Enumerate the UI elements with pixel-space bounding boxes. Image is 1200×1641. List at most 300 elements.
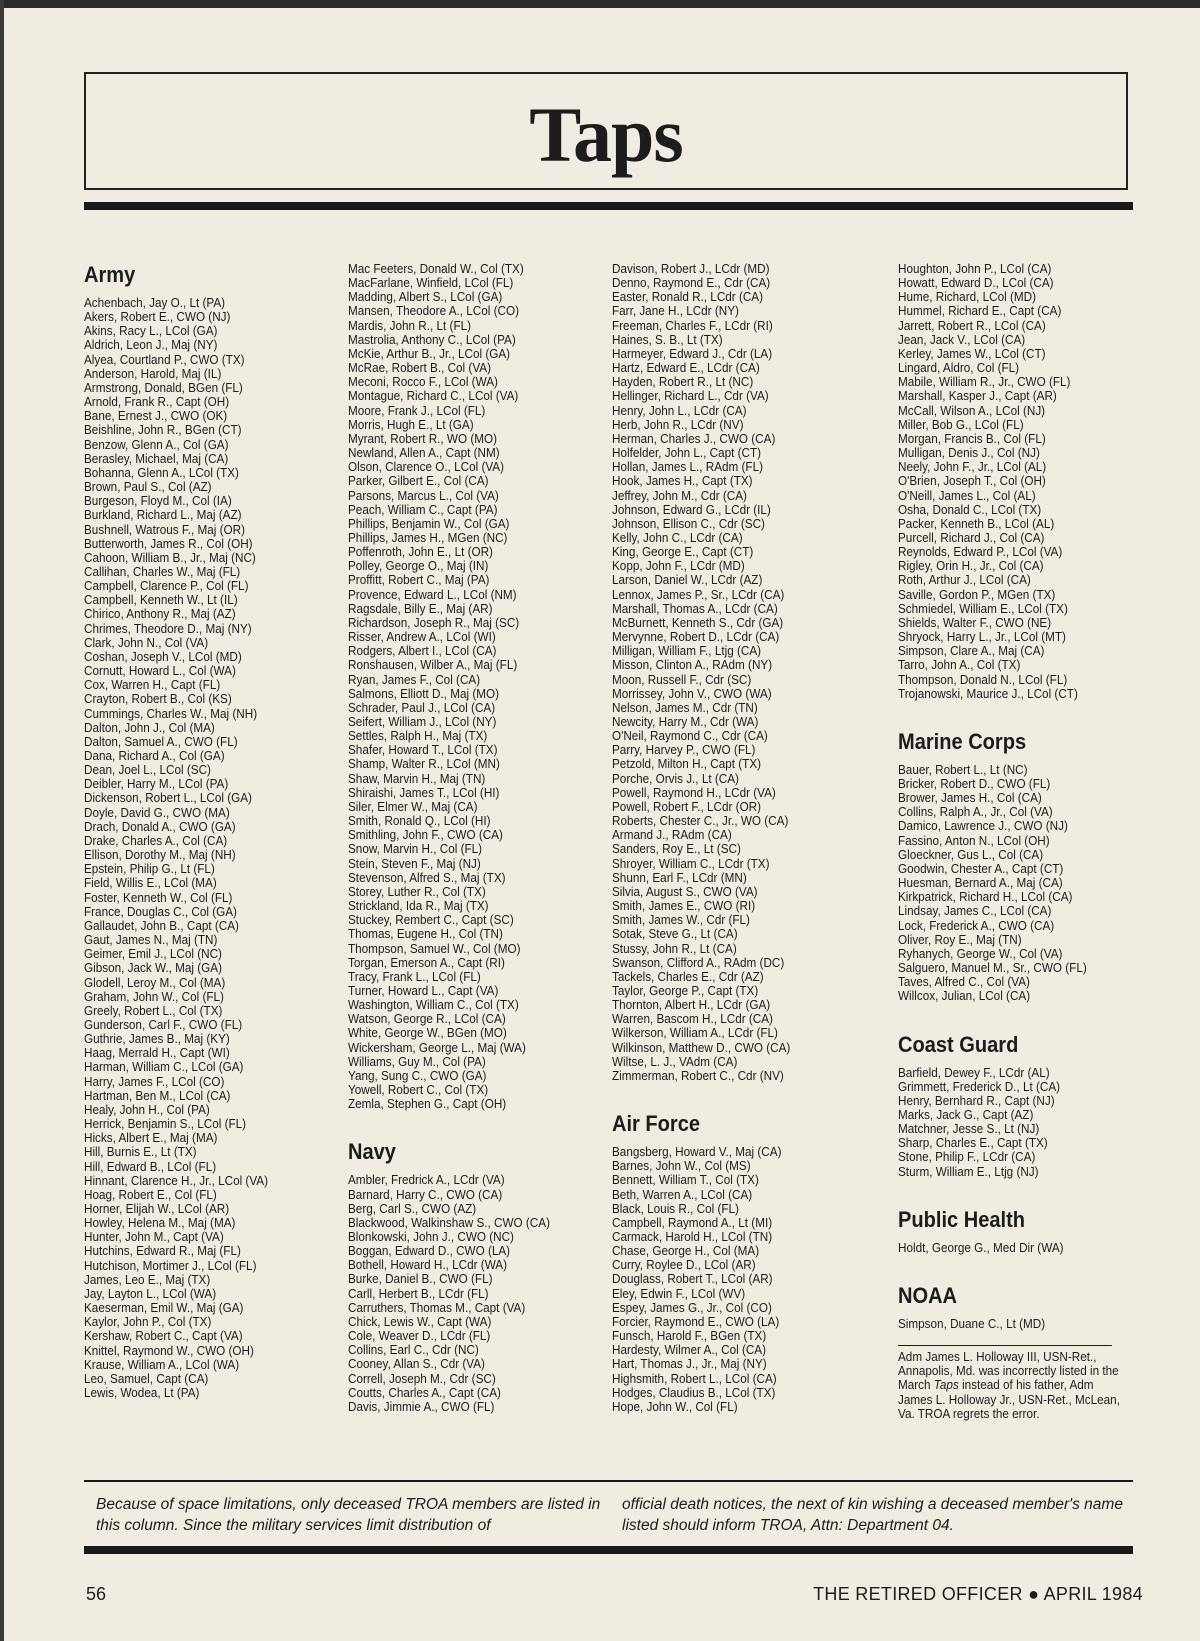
obituary-entry: Swanson, Clifford A., RAdm (DC) [612,955,785,970]
obituary-entry: Phillips, Benjamin W., Col (GA) [348,516,510,531]
obituary-entry: Marshall, Thomas A., LCdr (CA) [612,601,778,616]
obituary-entry: Shunn, Earl F., LCdr (MN) [612,870,747,885]
obituary-entry: Simpson, Duane C., Lt (MD) [898,1316,1046,1331]
obituary-entry: Sanders, Roy E., Lt (SC) [612,842,741,857]
obituary-entry: Krause, William A., LCol (WA) [84,1357,240,1372]
obituary-entry: Rigley, Orin H., Jr., Col (CA) [898,559,1044,574]
obituary-entry: Mulligan, Denis J., Col (NJ) [898,446,1040,461]
obituary-entry: Crayton, Robert B., Col (KS) [84,692,232,707]
obituary-entry: Johnson, Edward G., LCdr (IL) [612,502,771,517]
obituary-entry: Shaw, Marvin H., Maj (TN) [348,771,486,786]
obituary-entry: Siler, Elmer W., Maj (CA) [348,799,478,814]
obituary-entry: Chrimes, Theodore D., Maj (NY) [84,621,252,636]
correction-note-emphasis: Taps [933,1378,959,1393]
obituary-entry: Blonkowski, John J., CWO (NC) [348,1230,514,1244]
footer-note-left: Because of space limitations, only deceased TROA members are listed in this column. Since the military services limit distribution of [96,1496,601,1534]
obituary-entry: O'Brien, Joseph T., Col (OH) [898,474,1046,489]
running-footer: THE RETIRED OFFICER ● APRIL 1984 [813,1584,1143,1604]
obituary-entry: Blackwood, Walkinshaw S., CWO (CA) [348,1215,550,1230]
obituary-entry: Campbell, Clarence P., Col (FL) [84,579,249,594]
obituary-entry: Jean, Jack V., LCol (CA) [898,332,1026,347]
obituary-entry: Storey, Luther R., Col (TX) [348,884,486,899]
obituary-entry: Bangsberg, Howard V., Maj (CA) [612,1145,782,1160]
correction-note: Adm James L. Holloway III, USN-Ret., Annapolis, Md. was incorrectly listed in the March Taps instead of his father, Adm James L. Holloway Jr., USN-Ret., McLean, Va. TROA regrets the error. [898,1350,1120,1421]
obituary-entry: Jay, Layton L., LCol (WA) [84,1286,217,1301]
obituary-entry: Smithling, John F., CWO (CA) [348,828,503,843]
obituary-entry: Tackels, Charles E., Cdr (AZ) [612,969,764,984]
obituary-entry: Graham, John W., Col (FL) [84,989,224,1004]
obituary-entry: Cole, Weaver D., LCdr (FL) [348,1329,491,1344]
obituary-entry: Madding, Albert S., LCol (GA) [348,290,503,305]
obituary-entry: Meconi, Rocco F., LCol (WA) [348,375,498,390]
obituary-entry: Lock, Frederick A., CWO (CA) [898,918,1055,933]
obituary-entry: Saville, Gordon P., MGen (TX) [898,587,1056,602]
obituary-entry: Jarrett, Robert R., LCol (CA) [898,318,1046,333]
obituary-entry: Shryock, Harry L., Jr., LCol (MT) [898,630,1066,645]
obituary-entry: Carll, Herbert B., LCdr (FL) [348,1286,489,1301]
obituary-entry: Tracy, Frank L., LCol (FL) [348,969,481,984]
obituary-entry: Hartz, Edward E., LCdr (CA) [612,361,760,376]
obituary-entry: Espey, James G., Jr., Col (CO) [612,1300,772,1315]
obituary-entry: McKie, Arthur B., Jr., LCol (GA) [348,346,511,361]
obituary-entry: Harman, William C., LCol (GA) [84,1060,244,1075]
obituary-entry: Howatt, Edward D., LCol (CA) [898,276,1054,291]
obituary-entry: Damico, Lawrence J., CWO (NJ) [898,819,1068,834]
obituary-entry: Coshan, Joseph V., LCol (MD) [84,649,242,664]
obituary-entry: Holfelder, John L., Capt (CT) [612,446,762,461]
obituary-entry: Doyle, David G., CWO (MA) [84,805,230,820]
obituary-entry: Epstein, Philip G., Lt (FL) [84,862,215,877]
obituary-entry: Hume, Richard, LCol (MD) [898,290,1036,305]
footer-bottom-rule [84,1546,1133,1554]
obituary-entry: Powell, Raymond H., LCdr (VA) [612,785,776,800]
obituary-entry: Hummel, Richard E., Capt (CA) [898,304,1062,319]
obituary-entry: Bothell, Howard H., LCdr (WA) [348,1258,508,1273]
obituary-entry: Hope, John W., Col (FL) [612,1399,738,1414]
section-heading: Public Health [898,1206,1026,1232]
obituary-entry: Herrick, Benjamin S., LCol (FL) [84,1117,247,1132]
page-top-edge [0,0,1200,8]
obituary-entry: McCall, Wilson A., LCol (NJ) [898,403,1046,418]
obituary-entry: Purcell, Richard J., Col (CA) [898,530,1045,545]
obituary-entry: Powell, Robert F., LCdr (OR) [612,799,762,814]
obituary-entry: Morris, Hugh E., Lt (GA) [348,417,474,432]
obituary-entry: Oliver, Roy E., Maj (TN) [898,932,1022,947]
obituary-entry: Larson, Daniel W., LCdr (AZ) [612,573,763,588]
obituary-entry: Reynolds, Edward P., LCol (VA) [898,545,1063,560]
obituary-entry: Marshall, Kasper J., Capt (AR) [898,389,1057,404]
obituary-entry: Callihan, Charles W., Maj (FL) [84,564,241,579]
obituary-entry: Clark, John N., Col (VA) [84,635,209,650]
obituary-entry: Campbell, Kenneth W., Lt (IL) [84,593,238,608]
obituary-entry: Correll, Joseph M., Cdr (SC) [348,1371,496,1386]
obituary-entry: Lewis, Wodea, Lt (PA) [84,1386,200,1401]
obituary-entry: Sotak, Steve G., Lt (CA) [612,927,738,942]
obituary-entry: Guthrie, James B., Maj (KY) [84,1032,230,1047]
obituary-entry: Salguero, Manuel M., Sr., CWO (FL) [898,961,1087,976]
column-1 [84,262,328,1400]
obituary-entry: Geimer, Emil J., LCol (NC) [84,947,222,962]
obituary-entry: Hutchins, Edward R., Maj (FL) [84,1244,241,1259]
obituary-entry: Henry, John L., LCdr (CA) [612,403,747,418]
obituary-entry: Watson, George R., LCol (CA) [348,1012,506,1027]
obituary-entry: Carmack, Harold H., LCol (TN) [612,1230,773,1244]
obituary-entry: Mervynne, Robert D., LCdr (CA) [612,630,780,645]
obituary-entry: Mardis, John R., Lt (FL) [348,318,472,333]
obituary-entry: Farr, Jane H., LCdr (NY) [612,304,739,319]
obituary-entry: McBurnett, Kenneth S., Cdr (GA) [612,615,784,630]
obituary-entry: Yang, Sung C., CWO (GA) [348,1068,487,1083]
obituary-entry: Kaeserman, Emil W., Maj (GA) [84,1301,244,1316]
obituary-entry: Cahoon, William B., Jr., Maj (NC) [84,550,256,565]
obituary-entry: Denno, Raymond E., Cdr (CA) [612,276,771,291]
obituary-entry: Leo, Samuel, Capt (CA) [84,1371,209,1386]
obituary-entry: Drake, Charles A., Col (CA) [84,833,228,848]
obituary-entry: Roth, Arthur J., LCol (CA) [898,573,1031,588]
obituary-entry: Miller, Bob G., LCol (FL) [898,417,1024,432]
obituary-entry: Hart, Thomas J., Jr., Maj (NY) [612,1357,767,1372]
obituary-entry: Zimmerman, Robert C., Cdr (NV) [612,1068,784,1083]
obituary-entry: Thomas, Eugene H., Col (TN) [348,927,503,942]
obituary-entry: Chick, Lewis W., Capt (WA) [348,1314,492,1329]
obituary-entry: Dalton, Samuel A., CWO (FL) [84,734,238,749]
obituary-entry: Tarro, John A., Col (TX) [898,658,1021,673]
obituary-entry: Funsch, Harold F., BGen (TX) [612,1329,767,1344]
obituary-entry: Hellinger, Richard L., Cdr (VA) [612,389,769,404]
obituary-entry: Poffenroth, John E., Lt (OR) [348,545,493,560]
obituary-entry: Ryan, James F., Col (CA) [348,672,481,687]
footer-note-right: official death notices, the next of kin wishing a deceased member's name listed should inform TROA, Attn: Department 04. [622,1496,1123,1534]
obituary-entry: Ryhanych, George W., Col (VA) [898,946,1063,961]
section-heading: NOAA [898,1282,958,1308]
obituary-entry: Akins, Racy L., LCol (GA) [84,324,218,339]
obituary-entry: Parry, Harvey P., CWO (FL) [612,743,756,758]
page-left-edge [0,0,4,1641]
obituary-entry: Stevenson, Alfred S., Maj (TX) [348,870,506,885]
obituary-entry: Haines, S. B., Lt (TX) [612,332,723,347]
obituary-entry: Eley, Edwin F., LCol (WV) [612,1286,746,1301]
obituary-entry: Simpson, Clare A., Maj (CA) [898,644,1045,659]
obituary-entry: Burgeson, Floyd M., Col (IA) [84,494,232,509]
obituary-entry: Horner, Elijah W., LCol (AR) [84,1202,230,1216]
obituary-entry: Gloeckner, Gus L., Col (CA) [898,847,1044,862]
obituary-entry: Carruthers, Thomas M., Capt (VA) [348,1300,526,1315]
obituary-entry: Cornutt, Howard L., Col (WA) [84,664,236,679]
obituary-entry: Hollan, James L., RAdm (FL) [612,460,764,475]
obituary-entry: Morrissey, John V., CWO (WA) [612,686,772,701]
obituary-entry: Greely, Robert L., Col (TX) [84,1003,223,1018]
obituary-entry: Haag, Merrald H., Capt (WI) [84,1046,230,1061]
obituary-entry: Wiltse, L. J., VAdm (CA) [612,1054,738,1069]
obituary-entry: Stussy, John R., Lt (CA) [612,941,737,956]
obituary-entry: Myrant, Robert R., WO (MO) [348,431,498,446]
obituary-entry: Dana, Richard A., Col (GA) [84,749,225,763]
obituary-entry: Moon, Russell F., Cdr (SC) [612,672,752,687]
obituary-entry: Johnson, Ellison C., Cdr (SC) [612,516,765,531]
title-box [84,72,1128,190]
obituary-entry: Taylor, George P., Capt (TX) [612,983,759,998]
obituary-entry: Salmons, Elliott D., Maj (MO) [348,686,499,701]
obituary-entry: Schmiedel, William E., LCol (TX) [898,601,1068,616]
obituary-entry: Morgan, Francis B., Col (FL) [898,431,1046,446]
obituary-entry: Bane, Ernest J., CWO (OK) [84,409,228,424]
obituary-entry: Neely, John F., Jr., LCol (AL) [898,460,1047,475]
obituary-entry: Easter, Ronald R., LCdr (CA) [612,290,764,305]
obituary-entry: Campbell, Raymond A., Lt (MI) [612,1215,773,1230]
obituary-entry: Wilkerson, William A., LCdr (FL) [612,1026,778,1041]
obituary-entry: Benzow, Glenn A., Col (GA) [84,437,229,452]
obituary-entry: MacFarlane, Winfield, LCol (FL) [348,276,514,291]
obituary-entry: Collins, Earl C., Cdr (NC) [348,1343,479,1358]
obituary-entry: Lingard, Aldro, Col (FL) [898,361,1020,376]
obituary-entry: Gaut, James N., Maj (TN) [84,933,218,948]
obituary-entry: James, Leo E., Maj (TX) [84,1272,211,1287]
obituary-entry: Collins, Ralph A., Jr., Col (VA) [898,805,1053,820]
obituary-entry: Newland, Allen A., Capt (NM) [348,446,500,461]
obituary-entry: Jeffrey, John M., Cdr (CA) [612,488,747,503]
obituary-entry: Beth, Warren A., LCol (CA) [612,1187,753,1202]
obituary-entry: Anderson, Harold, Maj (IL) [84,366,222,381]
obituary-entry: Rodgers, Albert I., LCol (CA) [348,644,497,659]
obituary-entry: Kershaw, Robert C., Capt (VA) [84,1329,243,1344]
column-4 [898,262,1142,1421]
obituary-entry: Foster, Kenneth W., Col (FL) [84,890,233,905]
obituary-entry: Deibler, Harry M., LCol (PA) [84,777,229,792]
obituary-entry: Herman, Charles J., CWO (CA) [612,431,776,446]
obituary-entry: Proffitt, Robert C., Maj (PA) [348,573,490,588]
column-3 [612,262,856,1414]
footer-top-rule [84,1480,1133,1482]
obituary-entry: Kaylor, John P., Col (TX) [84,1315,212,1330]
obituary-entry: Brower, James H., Col (CA) [898,791,1042,806]
obituary-entry: Porche, Orvis J., Lt (CA) [612,771,739,786]
obituary-entry: Montague, Richard C., LCol (VA) [348,389,519,404]
obituary-entry: Ragsdale, Billy E., Maj (AR) [348,601,493,616]
obituary-entry: Stone, Philip F., LCdr (CA) [898,1150,1036,1165]
obituary-entry: Dean, Joel L., LCol (SC) [84,763,211,778]
obituary-entry: Wickersham, George L., Maj (WA) [348,1040,526,1055]
section-heading: Army [84,262,136,287]
obituary-entry: Hicks, Albert E., Maj (MA) [84,1131,218,1146]
obituary-entry: O'Neil, Raymond C., Cdr (CA) [612,729,768,744]
obituary-entry: Harmeyer, Edward J., Cdr (LA) [612,346,773,361]
obituary-entry: Trojanowski, Maurice J., LCol (CT) [898,686,1078,701]
obituary-entry: Barnard, Harry C., CWO (CA) [348,1187,503,1202]
obituary-entry: Arnold, Frank R., Capt (OH) [84,395,230,410]
obituary-entry: Hill, Edward B., LCol (FL) [84,1159,217,1174]
obituary-entry: Hill, Burnis E., Lt (TX) [84,1145,197,1160]
obituary-entry: King, George E., Capt (CT) [612,545,754,560]
obituary-entry: Misson, Clinton A., RAdm (NY) [612,658,773,673]
obituary-entry: Hardesty, Wilmer A., Col (CA) [612,1343,767,1358]
obituary-entry: Goodwin, Chester A., Capt (CT) [898,861,1064,876]
obituary-entry: Kopp, John F., LCdr (MD) [612,559,745,574]
obituary-entry: Wilkinson, Matthew D., CWO (CA) [612,1040,791,1055]
column-2 [348,262,592,1414]
obituary-entry: Kerley, James W., LCol (CT) [898,346,1046,361]
section-heading: Navy [348,1139,396,1165]
obituary-entry: Highsmith, Robert L., LCol (CA) [612,1371,777,1386]
obituary-entry: Healy, John H., Col (PA) [84,1102,210,1117]
obituary-entry: Cox, Warren H., Capt (FL) [84,678,221,693]
obituary-entry: Akers, Robert E., CWO (NJ) [84,310,231,325]
obituary-entry: Forcier, Raymond E., CWO (LA) [612,1314,780,1329]
obituary-entry: Bushnell, Watrous F., Maj (OR) [84,522,245,537]
page-title: Taps [529,91,683,178]
obituary-entry: Black, Louis R., Col (FL) [612,1201,739,1216]
obituary-entry: Taves, Alfred C., Col (VA) [898,975,1030,990]
obituary-entry: Moore, Frank J., LCol (FL) [348,403,486,418]
obituary-entry: Mac Feeters, Donald W., Col (TX) [348,262,524,276]
obituary-entry: Mastrolia, Anthony C., LCol (PA) [348,332,516,347]
obituary-entry: Herb, John R., LCdr (NV) [612,417,744,432]
obituary-entry: Schrader, Paul J., LCol (CA) [348,700,496,715]
obituary-entry: Dickenson, Robert L., LCol (GA) [84,791,252,806]
obituary-entry: Burkland, Richard L., Maj (AZ) [84,508,242,523]
obituary-entry: Boggan, Edward D., CWO (LA) [348,1244,511,1259]
obituary-entry: O'Neill, James L., Col (AL) [898,488,1036,503]
obituary-entry: Shroyer, William C., LCdr (TX) [612,856,770,871]
obituary-entry: Bohanna, Glenn A., LCol (TX) [84,465,239,480]
obituary-entry: Alyea, Courtland P., CWO (TX) [84,352,245,367]
obituary-entry: Thompson, Donald N., LCol (FL) [898,672,1068,687]
obituary-entry: Coutts, Charles A., Capt (CA) [348,1385,501,1400]
obituary-entry: Strickland, Ida R., Maj (TX) [348,899,489,914]
obituary-entry: Harry, James F., LCol (CO) [84,1074,225,1089]
obituary-entry: White, George W., BGen (MO) [348,1026,507,1041]
obituary-entry: Shiraishi, James T., LCol (HI) [348,785,500,800]
obituary-entry: Hunter, John M., Capt (VA) [84,1230,224,1245]
obituary-entry: Houghton, John P., LCol (CA) [898,262,1052,276]
obituary-entry: Dalton, John J., Col (MA) [84,720,215,735]
obituary-entry: Osha, Donald C., LCol (TX) [898,502,1042,517]
obituary-entry: Willcox, Julian, LCol (CA) [898,989,1031,1004]
obituary-entry: Barfield, Dewey F., LCdr (AL) [898,1065,1050,1080]
obituary-entry: Shields, Walter F., CWO (NE) [898,615,1052,630]
obituary-entry: Armstrong, Donald, BGen (FL) [84,380,243,395]
obituary-entry: Thompson, Samuel W., Col (MO) [348,941,521,956]
obituary-entry: Hartman, Ben M., LCol (CA) [84,1088,231,1103]
obituary-entry: Peach, William C., Capt (PA) [348,502,498,517]
obituary-entry: Hoag, Robert E., Col (FL) [84,1187,217,1202]
obituary-entry: Field, Willis E., LCol (MA) [84,876,217,891]
obituary-entry: Richardson, Joseph R., Maj (SC) [348,615,520,630]
obituary-entry: Drach, Donald A., CWO (GA) [84,819,236,834]
obituary-entry: Davison, Robert J., LCdr (MD) [612,262,770,276]
obituary-entry: Butterworth, James R., Col (OH) [84,536,253,551]
obituary-entry: Berasley, Michael, Maj (CA) [84,451,229,466]
obituary-entry: Glodell, Leroy M., Col (MA) [84,975,226,990]
obituary-entry: Fassino, Anton N., LCol (OH) [898,833,1050,848]
page-number: 56 [86,1584,107,1604]
obituary-entry: Chirico, Anthony R., Maj (AZ) [84,607,236,622]
obituary-entry: Lindsay, James C., LCol (CA) [898,904,1052,919]
obituary-entry: Berg, Carl S., CWO (AZ) [348,1201,477,1216]
obituary-entry: Cooney, Allan S., Cdr (VA) [348,1357,485,1372]
obituary-entry: Smith, James W., Cdr (FL) [612,913,750,928]
obituary-entry: Armand J., RAdm (CA) [612,828,732,843]
obituary-entry: Knittel, Raymond W., CWO (OH) [84,1343,254,1358]
correction-rule [898,1345,1112,1346]
obituary-entry: Bennett, William T., Col (TX) [612,1173,759,1188]
obituary-entry: Cummings, Charles W., Maj (NH) [84,706,258,721]
obituary-entry: Petzold, Milton H., Capt (TX) [612,757,762,772]
obituary-entry: Zemla, Stephen G., Capt (OH) [348,1097,507,1112]
obituary-entry: Mansen, Theodore A., LCol (CO) [348,304,520,319]
obituary-entry: Stein, Steven F., Maj (NJ) [348,856,481,871]
obituary-entry: Thornton, Albert H., LCdr (GA) [612,998,771,1013]
obituary-entry: Gallaudet, John B., Capt (CA) [84,918,239,933]
obituary-entry: Marks, Jack G., Capt (AZ) [898,1107,1034,1122]
obituary-entry: Hayden, Robert R., Lt (NC) [612,375,754,390]
obituary-entry: Roberts, Chester C., Jr., WO (CA) [612,814,789,829]
obituary-entry: Curry, Roylee D., LCol (AR) [612,1258,756,1273]
section-heading: Air Force [612,1111,701,1137]
obituary-entry: Achenbach, Jay O., Lt (PA) [84,296,226,310]
obituary-entry: Olson, Clarence O., LCol (VA) [348,460,505,475]
obituary-entry: Ronshausen, Wilber A., Maj (FL) [348,658,518,673]
obituary-entry: Chase, George H., Col (MA) [612,1244,760,1259]
obituary-entry: Freeman, Charles F., LCdr (RI) [612,318,773,333]
obituary-entry: Risser, Andrew A., LCol (WI) [348,630,496,645]
obituary-entry: Hutchison, Mortimer J., LCol (FL) [84,1258,257,1273]
obituary-entry: France, Douglas C., Col (GA) [84,904,237,919]
obituary-entry: Bricker, Robert D., CWO (FL) [898,777,1051,791]
obituary-entry: Yowell, Robert C., Col (TX) [348,1083,489,1098]
obituary-entry: Seifert, William J., LCol (NY) [348,715,497,729]
obituary-entry: Turner, Howard L., Capt (VA) [348,983,499,998]
obituary-entry: Phillips, James H., MGen (NC) [348,530,508,545]
obituary-entry: Kirkpatrick, Richard H., LCol (CA) [898,890,1073,905]
obituary-entry: Williams, Guy M., Col (PA) [348,1054,486,1069]
obituary-entry: Gibson, Jack W., Maj (GA) [84,961,222,976]
obituary-entry: Davis, Jimmie A., CWO (FL) [348,1399,495,1414]
obituary-entry: Grimmett, Frederick D., Lt (CA) [898,1079,1061,1094]
obituary-entry: Ambler, Fredrick A., LCdr (VA) [348,1173,505,1188]
obituary-entry: Snow, Marvin H., Col (FL) [348,842,483,857]
obituary-entry: Parsons, Marcus L., Col (VA) [348,488,499,503]
obituary-entry: Kelly, John C., LCdr (CA) [612,530,743,545]
header-rule [84,202,1133,210]
obituary-entry: Brown, Paul S., Col (AZ) [84,480,212,495]
obituary-entry: Mabile, William R., Jr., CWO (FL) [898,375,1071,390]
obituary-entry: Smith, James E., CWO (RI) [612,899,756,914]
obituary-entry: Hodges, Claudius B., LCol (TX) [612,1385,776,1400]
obituary-entry: Shamp, Walter R., LCol (MN) [348,757,500,772]
obituary-entry: Shafer, Howard T., LCol (TX) [348,743,498,758]
obituary-entry: Hook, James H., Capt (TX) [612,474,753,489]
obituary-entry: Smith, Ronald Q., LCol (HI) [348,814,491,829]
obituary-entry: Washington, William C., Col (TX) [348,998,519,1013]
section-heading: Coast Guard [898,1031,1019,1057]
obituary-entry: Newcity, Harry M., Cdr (WA) [612,715,759,729]
obituary-entry: Bauer, Robert L., Lt (NC) [898,762,1028,777]
obituary-entry: Milligan, William F., Ltjg (CA) [612,644,762,659]
obituary-entry: Warren, Bascom H., LCdr (CA) [612,1012,773,1027]
obituary-entry: McRae, Robert B., Col (VA) [348,361,491,376]
obituary-entry: Sharp, Charles E., Capt (TX) [898,1136,1048,1151]
obituary-entry: Howley, Helena M., Maj (MA) [84,1216,236,1231]
obituary-entry: Henry, Bernhard R., Capt (NJ) [898,1093,1055,1108]
obituary-entry: Sturm, William E., Ltjg (NJ) [898,1164,1039,1179]
obituary-entry: Packer, Kenneth B., LCol (AL) [898,516,1055,531]
obituary-entry: Douglass, Robert T., LCol (AR) [612,1272,773,1287]
section-heading: Marine Corps [898,728,1027,754]
obituary-entry: Holdt, George G., Med Dir (WA) [898,1240,1064,1255]
obituary-entry: Lennox, James P., Sr., LCdr (CA) [612,587,785,602]
obituary-entry: Torgan, Emerson A., Capt (RI) [348,955,505,970]
obituary-entry: Matchner, Jesse S., Lt (NJ) [898,1122,1040,1137]
